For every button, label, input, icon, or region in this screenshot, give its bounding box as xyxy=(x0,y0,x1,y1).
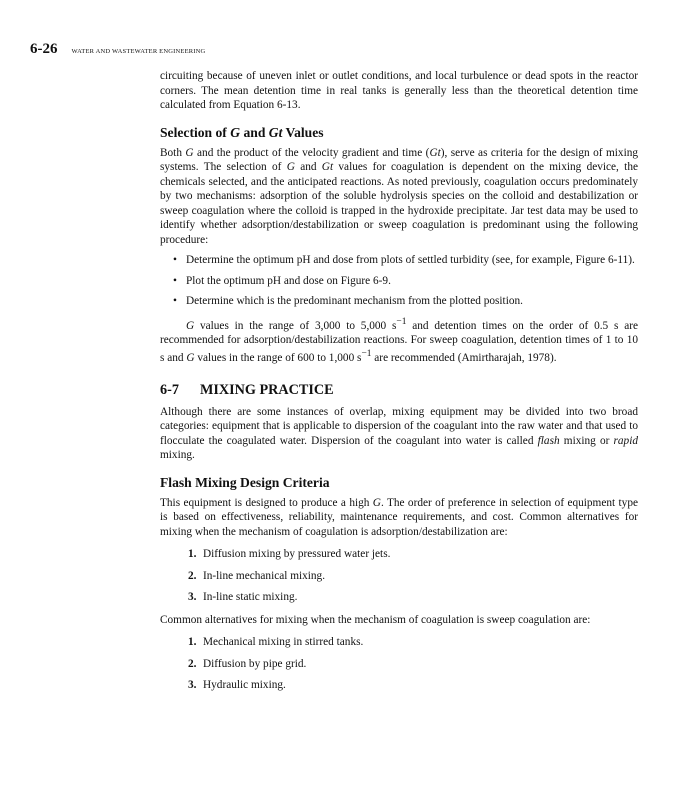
adsorption-alternatives-list xyxy=(160,547,638,605)
list-item: 2. Diffusion by pipe grid. xyxy=(188,657,307,670)
flash-mixing-paragraph: This equipment is designed to produce a high G. The order of preference in selection of equipment type is based on effectiveness, reliability, maintenance requirements, and cost. Common alternatives for mixing when the mechanism of coagulation is adsorption/destabilization are: xyxy=(160,496,638,538)
g-values-paragraph: G values in the range of 3,000 to 5,000 $s^{-1}$ and detention times on the order of 0.5 s are recommended for adsorption/destabilization reactions. For sweep coagulation, detention times of 1 to 10 s and G values in the range of 600 to 1,000 $s^{-1}$ are recommended (Amirtharajah, 1978). xyxy=(160,316,638,365)
list-item: 3. Hydraulic mixing. xyxy=(188,679,286,692)
page-body xyxy=(160,69,638,701)
intro-paragraph: circuiting because of uneven inlet or outlet conditions, and local turbulence or dead spots in the reactor corners. The mean detention time in real tanks is generally less than the theoretical detention time calculated from Equation 6-13. xyxy=(160,70,638,111)
list-item: • Determine the optimum pH and dose from plots of settled turbidity (see, for example, Figure 6-11). xyxy=(173,254,635,266)
page-header xyxy=(30,41,205,61)
procedure-list xyxy=(160,253,638,309)
sweep-intro-paragraph: Common alternatives for mixing when the mechanism of coagulation is sweep coagulation are: xyxy=(160,613,591,626)
list-item: 1. Diffusion mixing by pressured water jets. xyxy=(188,548,391,561)
list-item: 2. In-line mechanical mixing. xyxy=(188,569,326,582)
bullet-icon: • xyxy=(173,295,177,307)
section-title-mixing-practice: 6-7 MIXING PRACTICE xyxy=(160,381,334,398)
running-title: WATER AND WASTEWATER ENGINEERING xyxy=(71,48,206,55)
bullet-icon: • xyxy=(173,254,177,266)
sweep-alternatives-list xyxy=(160,635,638,693)
section-heading-g-gt: Selection of G and Gt Values xyxy=(160,124,324,140)
list-item: • Determine which is the predominant mechanism from the plotted position. xyxy=(173,295,523,307)
g-gt-paragraph: Both G and the product of the velocity gradient and time (Gt), serve as criteria for the design of mixing systems. The selection of G and Gt values for coagulation is dependent on the mixing device, the chemicals selected, and the anticipated reactions. As noted previously, coagulation occurs predominately by two mechanisms: adsorption of the soluble hydrolysis species on the colloid and destabilization or sweep coagulation where the colloid is trapped in the hydroxide precipitate. Jar test data may be used to identify whether adsorption/destabilization or sweep coagulation is predominant using the following procedure: xyxy=(160,146,639,246)
section-heading-flash-mixing: Flash Mixing Design Criteria xyxy=(160,474,330,490)
list-item: 3. In-line static mixing. xyxy=(188,591,298,604)
list-item: • Plot the optimum pH and dose on Figure 6-9. xyxy=(173,274,391,287)
page-number: 6-26 xyxy=(30,41,58,57)
list-item: 1. Mechanical mixing in stirred tanks. xyxy=(188,636,364,649)
mixing-practice-paragraph: Although there are some instances of overlap, mixing equipment may be divided into two broad categories: equipment that is applicable to dispersion of the coagulant into the raw water and that used to flocculate the coagulated water. Dispersion of the coagulant into water is called flash mixing or rapid mixing. xyxy=(160,405,638,462)
bullet-icon: • xyxy=(173,274,177,287)
